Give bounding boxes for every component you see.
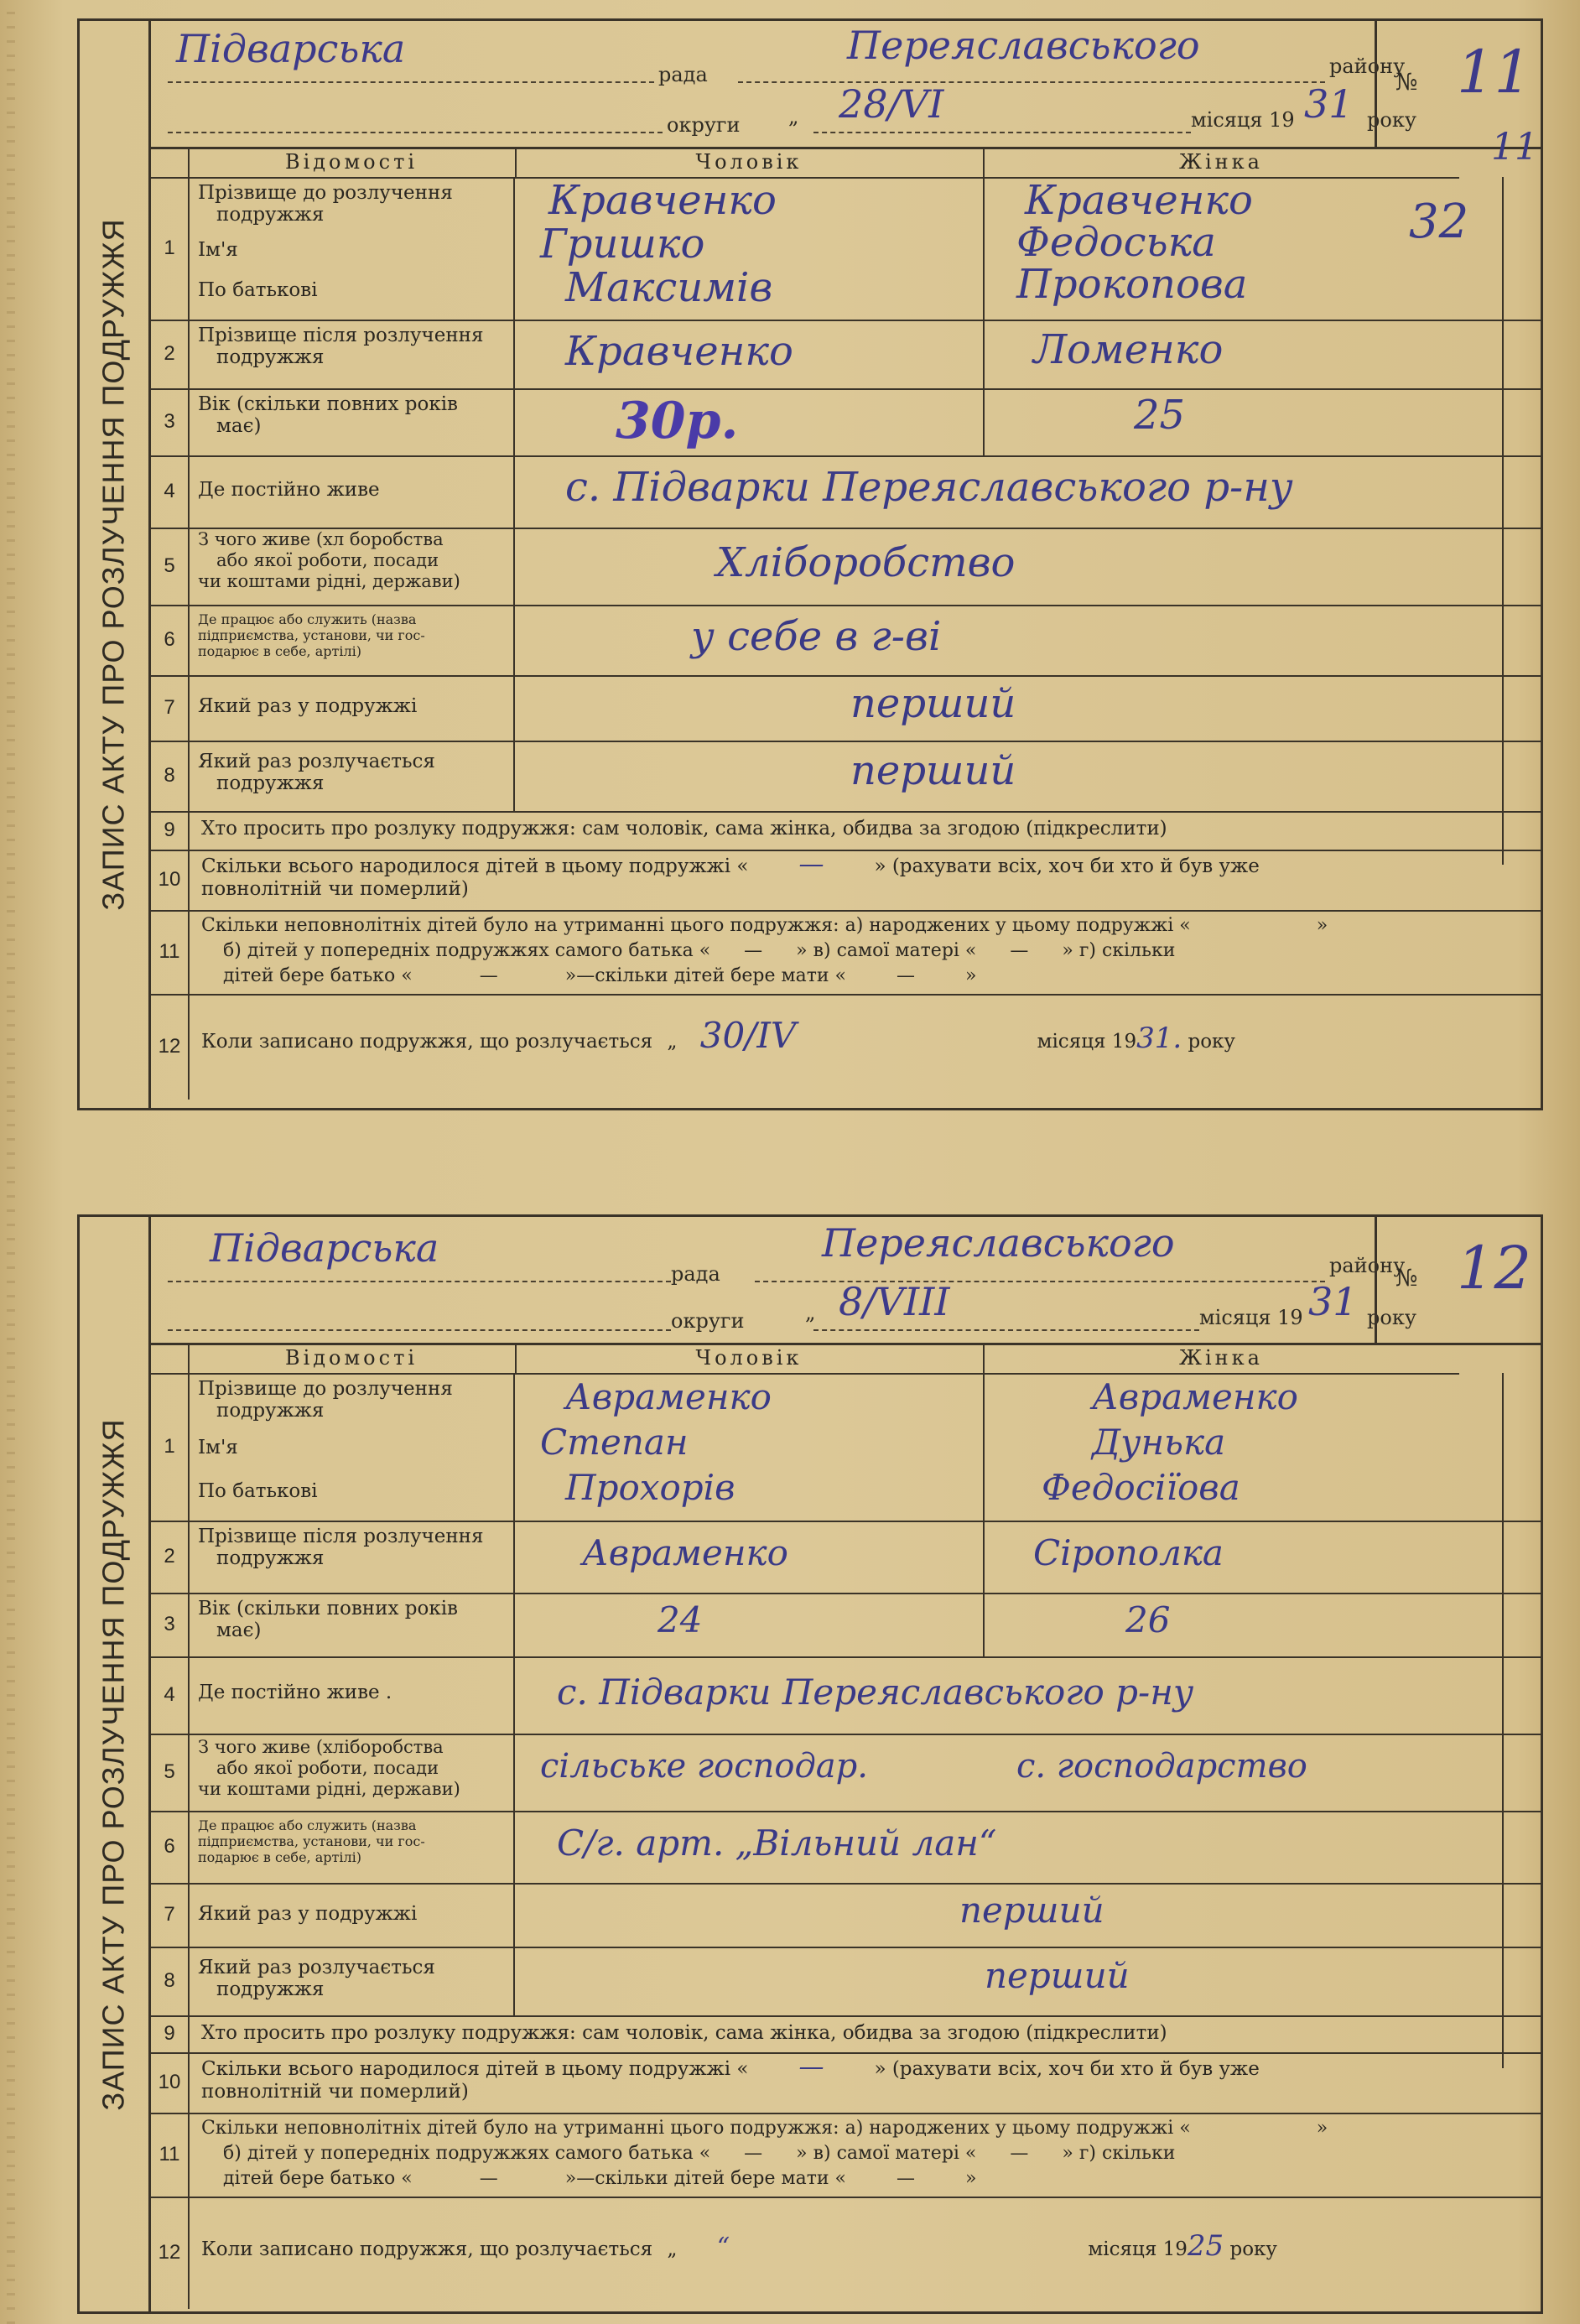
rada-label: рада xyxy=(671,1262,720,1286)
col-man: Чоловік xyxy=(515,147,985,179)
okrug-label: округи xyxy=(667,113,741,137)
who-requests: Хто просить про розлуку подружжя: сам чоловік, сама жінка, обидва за згодою (підкреслити) xyxy=(201,818,1167,840)
record-table xyxy=(151,147,1541,1108)
form-body xyxy=(148,1217,1541,2311)
row-2: 2 Прізвище після розлучення подружжя Кравченко Ломенко xyxy=(151,320,1541,390)
row-5: 5 З чого живе (хліборобства або якої роботи, посади чи коштами рідні, держави) сільське господар. с. господарство xyxy=(151,1734,1541,1812)
record-number-box xyxy=(1375,1217,1541,1343)
divorce-count: перший xyxy=(985,1955,1130,1996)
form-header xyxy=(151,1217,1541,1345)
month-label: місяця 19 xyxy=(1199,1306,1303,1329)
man-surname: Авраменко xyxy=(565,1376,772,1417)
date-quote: „ xyxy=(805,1301,816,1324)
row-10: 10 Скільки всього народилося дітей в цьому подружжі « — » (рахувати всіх, хоч би хто й був уже повнолітній чи померлий) xyxy=(151,850,1541,912)
divorce-record-form-12 xyxy=(77,1214,1543,2314)
rada-value: Підварська xyxy=(176,26,406,71)
woman-name: Дунька xyxy=(1092,1422,1226,1463)
man-patronymic: Максимів xyxy=(565,264,773,311)
man-occupation: сільське господар. xyxy=(540,1747,868,1786)
woman-surname: Авраменко xyxy=(1092,1376,1298,1417)
row-1: 1 Прізвище до розлучення подружжя Ім'я По батькові Авраменко Степан Прохорів Авраменко Дунька Федосіїова xyxy=(151,1373,1541,1522)
col-info: Відомості xyxy=(188,1343,517,1375)
man-patronymic: Прохорів xyxy=(565,1467,735,1508)
marriage-date: 30/IV xyxy=(699,1015,797,1056)
marriage-count: перший xyxy=(959,1890,1104,1931)
vertical-title: ЗАПИС АКТУ ПРО РОЗЛУЧЕННЯ ПОДРУЖЖЯ xyxy=(96,1417,132,2111)
man-surname: Кравченко xyxy=(548,177,777,224)
col-woman: Жінка xyxy=(983,1343,1459,1375)
date-value: 28/VI xyxy=(839,81,944,127)
man-surname-after: Авраменко xyxy=(515,1521,985,1593)
row-9: 9 Хто просить про розлуку подружжя: сам чоловік, сама жінка, обидва за згодою (підкреслити) xyxy=(151,2015,1541,2054)
marriage-date: “ xyxy=(716,2233,730,2262)
row-6: 6 Де працює або служить (назва підприємства, установи, чи гос- подарює в себе, артілі) у себе в г-ві xyxy=(151,605,1541,677)
raion-label: району xyxy=(1329,55,1406,78)
col-man: Чоловік xyxy=(515,1343,985,1375)
form-body xyxy=(148,21,1541,1108)
row-11: 11 Скільки неповнолітніх дітей було на утриманні цього подружжя: а) народжених у цьому подружжі « » б) дітей у попередніх подружжях самого батька « — » в) самої матері « — » г) скільки дітей бере батько « — »—скільки дітей бере мати « — » xyxy=(151,910,1541,996)
row-4: 4 Де постійно живе с. Підварки Переяславського р-ну xyxy=(151,455,1541,529)
divorce-count: перший xyxy=(850,747,1016,794)
woman-age: 25 xyxy=(1134,392,1186,439)
row-5: 5 З чого живе (хл боробства або якої роботи, посади чи коштами рідні, держави) Хліборобство xyxy=(151,528,1541,606)
okrug-label: округи xyxy=(671,1309,745,1333)
year-label: року xyxy=(1367,108,1416,132)
children-total: — xyxy=(798,850,824,879)
who-requests: Хто просить про розлуку подружжя: сам чоловік, сама жінка, обидва за згодою (підкреслити) xyxy=(201,2022,1167,2044)
residence: с. Підварки Переяславського р-ну xyxy=(565,464,1293,511)
rada-label: рада xyxy=(658,63,708,86)
year-value: 31 xyxy=(1304,81,1354,127)
woman-name: Федоська xyxy=(1016,219,1216,266)
man-age: 24 xyxy=(515,1593,985,1656)
margin-note-32: 32 xyxy=(1409,195,1469,249)
row-1: 1 Прізвище до розлучення подружжя Ім'я По батькові Кравченко Гришко Максимів Кравченко Федоська Прокопова xyxy=(151,177,1541,321)
workplace: у себе в г-ві xyxy=(691,613,942,660)
raion-label: району xyxy=(1329,1254,1406,1277)
rada-value: Підварська xyxy=(210,1225,439,1271)
woman-surname-after: Ломенко xyxy=(1033,326,1224,373)
month-label: місяця 19 xyxy=(1191,108,1295,132)
occupation: Хліборобство xyxy=(716,539,1016,586)
children-total: — xyxy=(798,2052,824,2082)
col-woman: Жінка xyxy=(983,147,1459,179)
workplace: С/г. арт. „Вільний лан“ xyxy=(557,1822,997,1864)
woman-occupation: с. господарство xyxy=(1016,1747,1307,1786)
vertical-title: ЗАПИС АКТУ ПРО РОЗЛУЧЕННЯ ПОДРУЖЖЯ xyxy=(96,218,132,911)
residence: с. Підварки Переяславського р-ну xyxy=(557,1672,1194,1713)
date-value: 8/VIII xyxy=(839,1279,950,1324)
woman-surname-after: Сірополка xyxy=(1033,1532,1224,1573)
number-label: № xyxy=(1395,1264,1418,1292)
col-info: Відомості xyxy=(188,147,517,179)
row-12: 12 Коли записано подружжя, що розлучається „ “ місяця 1925 року xyxy=(151,2197,1541,2309)
woman-surname: Кравченко xyxy=(1025,177,1253,224)
row-3: 3 Вік (скільки повних років має) 30р. 25 xyxy=(151,388,1541,457)
record-number: 11 xyxy=(1457,38,1532,107)
year-value: 31 xyxy=(1308,1279,1358,1324)
row-3: 3 Вік (скільки повних років має) 24 26 xyxy=(151,1593,1541,1658)
margin-number: 11 xyxy=(1491,126,1538,169)
marriage-count: перший xyxy=(850,680,1016,727)
woman-age: 26 xyxy=(1125,1599,1171,1640)
woman-patronymic: Прокопова xyxy=(1016,261,1248,308)
row-4: 4 Де постійно живе . с. Підварки Переяславського р-ну xyxy=(151,1656,1541,1735)
number-label: № xyxy=(1395,68,1418,96)
row-7: 7 Який раз у подружжі перший xyxy=(151,675,1541,742)
perforated-edge xyxy=(7,0,15,2324)
row-7: 7 Який раз у подружжі перший xyxy=(151,1883,1541,1948)
date-quote: „ xyxy=(788,105,799,128)
man-name: Гришко xyxy=(540,221,705,268)
row-10: 10 Скільки всього народилося дітей в цьому подружжі « — » (рахувати всіх, хоч би хто й був уже повнолітній чи померлий) xyxy=(151,2052,1541,2114)
raion-value: Переяславського xyxy=(847,23,1200,68)
row-2: 2 Прізвище після розлучення подружжя Авраменко Сірополка xyxy=(151,1521,1541,1594)
record-table xyxy=(151,1343,1541,2311)
man-name: Степан xyxy=(540,1422,689,1463)
divorce-record-form-11 xyxy=(77,18,1543,1110)
woman-patronymic: Федосіїова xyxy=(1042,1467,1240,1508)
year-label: року xyxy=(1367,1306,1416,1329)
man-age: 30р. xyxy=(515,388,985,455)
row-8: 8 Який раз розлучається подружжя перший xyxy=(151,1947,1541,2017)
form-header xyxy=(151,21,1541,149)
row-11: 11 Скільки неповнолітніх дітей було на утриманні цього подружжя: а) народжених у цьому подружжі « » б) дітей у попередніх подружжях самого батька « — » в) самої матері « — » г) скільки дітей бере батько « — »—скільки дітей бере мати « — » xyxy=(151,2113,1541,2198)
row-8: 8 Який раз розлучається подружжя перший xyxy=(151,741,1541,813)
man-surname-after: Кравченко xyxy=(515,320,985,388)
raion-value: Переяславського xyxy=(822,1220,1175,1266)
record-number: 12 xyxy=(1457,1234,1532,1302)
row-12: 12 Коли записано подружжя, що розлучається „ 30/IV місяця 1931. року xyxy=(151,994,1541,1100)
row-6: 6 Де працює або служить (назва підприємства, установи, чи гос- подарює в себе, артілі) С/г. арт. „Вільний лан“ xyxy=(151,1811,1541,1885)
row-9: 9 Хто просить про розлуку подружжя: сам чоловік, сама жінка, обидва за згодою (підкреслити) xyxy=(151,811,1541,851)
